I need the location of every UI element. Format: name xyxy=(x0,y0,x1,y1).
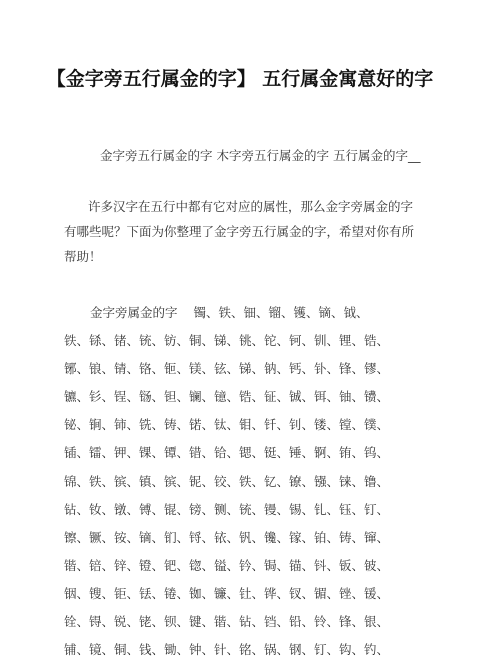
article-title: 【金字旁五行属金的字】 五行属金寓意好的字 xyxy=(46,68,434,90)
character-row: 镲、镢、铵、镝、钔、锊、铱、钒、镵、镓、铂、铸、镩、 xyxy=(64,529,390,545)
character-row: 铁、铩、锗、铳、钫、铜、锑、铫、铊、钶、钏、锂、锆、 xyxy=(64,333,390,349)
character-row: 钻、钕、镦、镈、锟、镑、铡、铳、镘、锡、钆、钰、钉、 xyxy=(64,501,390,517)
description-paragraph: 许多汉字在五行中都有它对应的属性，那么金字旁属金的字有哪些呢？下面为你整理了金字旁五行属金的字，希望对你有所帮助！ xyxy=(64,199,415,264)
intro-paragraph: 金字旁五行属金的字 木字旁五行属金的字 五行属金的字__ xyxy=(100,148,421,163)
character-row: 锸、镭、钾、锞、镡、错、铪、锶、铤、锤、锕、铕、钨、 xyxy=(64,445,390,461)
character-row: 铨、锝、锐、铑、钡、键、锴、钻、铛、铅、铃、锋、银、 xyxy=(64,614,390,630)
character-row: 锦、铁、镔、镇、镔、铌、铰、铁、钇、镣、镪、铼、镥、 xyxy=(64,473,390,489)
character-row: 铘、锒、锖、铬、钷、镁、铉、锑、钠、钙、钋、锋、镠、 xyxy=(64,361,390,377)
character-row: 铋、锏、铈、铣、铸、锘、钛、钼、钎、钊、镂、镗、镤、 xyxy=(64,417,390,433)
character-row xyxy=(64,299,424,327)
section-label: 金字旁属金的字 xyxy=(90,305,178,320)
character-row: 镳、钐、锃、铴、钽、镧、镱、锆、钲、铖、铒、铀、镄、 xyxy=(64,389,390,405)
character-row: 锴、锫、锌、镫、钯、锪、镒、钤、锔、锚、钭、钣、铍、 xyxy=(64,557,390,573)
character-row-text: 镯、铁、钿、镏、镬、镝、钺、 xyxy=(193,305,369,320)
character-list xyxy=(64,299,424,664)
character-row: 铺、镜、铜、钱、锄、钟、针、铭、锅、钢、钉、钩、钓、 xyxy=(64,642,390,658)
character-row: 铟、锼、钜、铥、锩、铷、镰、钍、铧、钗、镅、锉、锾、 xyxy=(64,585,390,601)
